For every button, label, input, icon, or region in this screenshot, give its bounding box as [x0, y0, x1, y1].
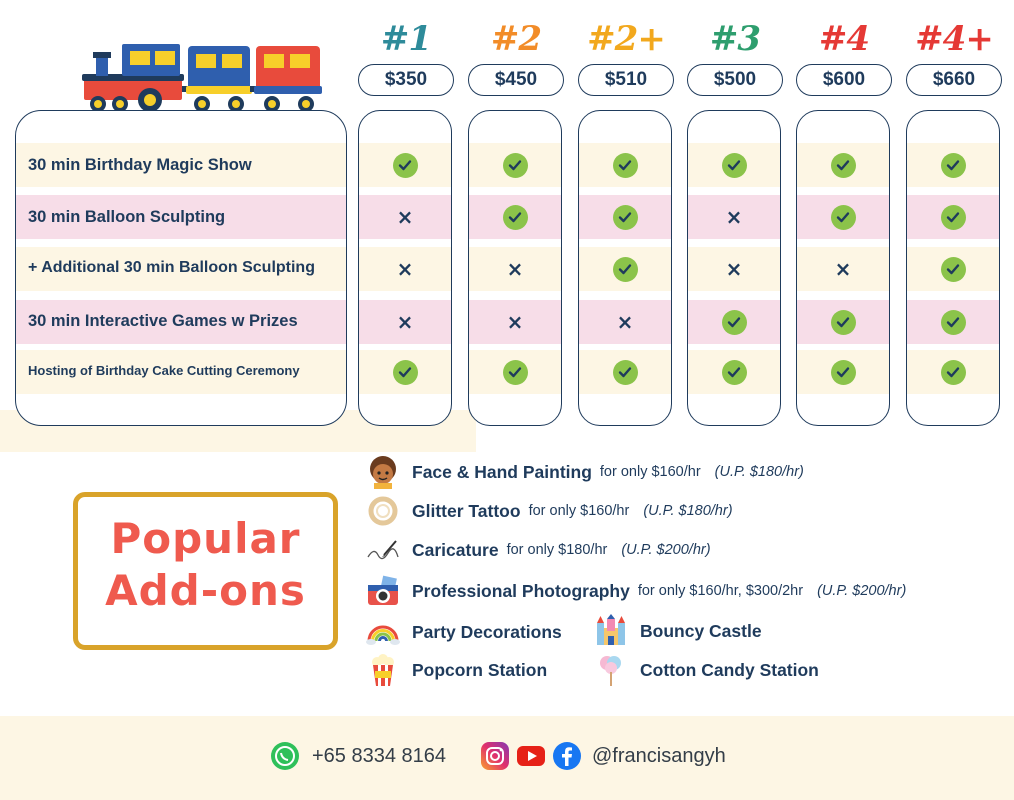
cross-icon: × [396, 310, 414, 334]
check-icon [393, 360, 418, 385]
feature-label: 30 min Birthday Magic Show [28, 156, 252, 174]
plan-number: #2+ [587, 19, 665, 59]
castle-icon [594, 614, 628, 648]
cross-icon: × [506, 310, 524, 334]
availability-cell [907, 195, 999, 239]
check-icon [941, 310, 966, 335]
plan-price: $500 [687, 64, 783, 96]
cross-icon: × [725, 257, 743, 281]
footer-phone[interactable] [270, 738, 446, 774]
addon-name: Face & Hand Painting [412, 461, 592, 482]
addon-cotton-candy-station [594, 656, 819, 684]
check-icon [503, 360, 528, 385]
phone-number: +65 8334 8164 [312, 744, 447, 767]
addon-price: for only $160/hr, $300/2hr [637, 583, 804, 599]
availability-cell [797, 350, 889, 394]
whatsapp-icon [270, 741, 300, 771]
availability-cell [579, 195, 671, 239]
plan-column [796, 110, 890, 426]
check-icon [831, 153, 856, 178]
availability-cell [579, 350, 671, 394]
availability-cell [579, 143, 671, 187]
plan-number: #4+ [915, 19, 993, 59]
cross-icon: × [396, 205, 414, 229]
availability-cell [797, 143, 889, 187]
plan-number: #4 [818, 19, 870, 59]
availability-cell [797, 247, 889, 291]
addon-price: for only $160/hr [599, 464, 701, 480]
addon-price: for only $180/hr [506, 542, 608, 558]
availability-cell [688, 300, 780, 344]
camera-icon [366, 574, 400, 608]
popular-title-line2: Add-ons [105, 566, 306, 615]
addon-caricature [366, 536, 711, 564]
plan-price: $600 [796, 64, 892, 96]
plan-column [906, 110, 1000, 426]
cross-icon: × [725, 205, 743, 229]
addon-usual-price: (U.P. $180/hr) [714, 464, 804, 480]
cross-icon: × [506, 257, 524, 281]
face-paint-icon [366, 455, 400, 489]
availability-cell [688, 143, 780, 187]
feature-label: 30 min Interactive Games w Prizes [28, 312, 298, 330]
addon-name: Glitter Tattoo [412, 500, 521, 521]
plan-price: $660 [906, 64, 1002, 96]
check-icon [831, 310, 856, 335]
instagram-icon[interactable] [480, 741, 510, 771]
plan-number: #2 [490, 19, 542, 59]
facebook-icon[interactable] [552, 741, 582, 771]
popcorn-icon [366, 653, 400, 687]
availability-cell [359, 300, 451, 344]
addon-name: Bouncy Castle [640, 620, 762, 641]
check-icon [613, 360, 638, 385]
plan-price: $350 [358, 64, 454, 96]
availability-cell [469, 195, 561, 239]
cross-icon: × [834, 257, 852, 281]
availability-cell [907, 143, 999, 187]
availability-cell [907, 350, 999, 394]
popular-addons-badge [73, 492, 338, 650]
check-icon [722, 153, 747, 178]
plan-number: #3 [709, 19, 761, 59]
footer-social[interactable] [480, 738, 726, 774]
addon-glitter-tattoo [366, 497, 733, 525]
addon-photography [366, 577, 906, 605]
addon-usual-price: (U.P. $180/hr) [643, 503, 733, 519]
plan-header-4 [796, 18, 892, 96]
check-icon [831, 205, 856, 230]
popular-title-line1: Popular [110, 514, 301, 563]
check-icon [503, 153, 528, 178]
availability-cell [359, 350, 451, 394]
availability-cell [469, 300, 561, 344]
addon-name: Caricature [412, 539, 499, 560]
availability-cell [797, 300, 889, 344]
check-icon [941, 360, 966, 385]
check-icon [941, 257, 966, 282]
cross-icon: × [396, 257, 414, 281]
plan-column [578, 110, 672, 426]
addon-name: Popcorn Station [412, 659, 548, 680]
addon-bouncy-castle [594, 617, 762, 645]
addon-popcorn-station [366, 656, 547, 684]
cross-icon: × [616, 310, 634, 334]
check-icon [722, 360, 747, 385]
addon-name: Party Decorations [412, 621, 562, 642]
feature-label: 30 min Balloon Sculpting [28, 208, 226, 226]
availability-cell [579, 247, 671, 291]
check-icon [613, 205, 638, 230]
addon-name: Professional Photography [412, 580, 630, 601]
plan-header-4plus [906, 18, 1002, 96]
availability-cell [469, 350, 561, 394]
availability-cell [359, 143, 451, 187]
plan-price: $450 [468, 64, 564, 96]
plan-header-2plus [578, 18, 674, 96]
youtube-icon[interactable] [516, 741, 546, 771]
pen-drawing-icon [366, 533, 400, 567]
plan-column [687, 110, 781, 426]
availability-cell [688, 195, 780, 239]
availability-cell [688, 350, 780, 394]
availability-cell [469, 143, 561, 187]
addon-name: Cotton Candy Station [640, 659, 819, 680]
check-icon [831, 360, 856, 385]
availability-cell [797, 195, 889, 239]
plan-header-3 [687, 18, 783, 96]
availability-cell [359, 247, 451, 291]
availability-cell [359, 195, 451, 239]
availability-cell [579, 300, 671, 344]
plan-header-1 [358, 18, 454, 96]
plan-header-2 [468, 18, 564, 96]
cotton-candy-icon [594, 653, 628, 687]
addon-usual-price: (U.P. $200/hr) [817, 583, 907, 599]
train-icon [80, 42, 325, 114]
plan-column [358, 110, 452, 426]
addon-usual-price: (U.P. $200/hr) [621, 542, 711, 558]
availability-cell [469, 247, 561, 291]
feature-label: + Additional 30 min Balloon Sculpting [28, 259, 315, 276]
plan-column [468, 110, 562, 426]
rainbow-icon [366, 615, 400, 649]
check-icon [393, 153, 418, 178]
availability-cell [907, 247, 999, 291]
check-icon [503, 205, 528, 230]
check-icon [613, 153, 638, 178]
availability-cell [907, 300, 999, 344]
addon-price: for only $160/hr [528, 503, 630, 519]
addon-face-painting [366, 458, 804, 486]
check-icon [613, 257, 638, 282]
feature-label: Hosting of Birthday Cake Cutting Ceremony [28, 363, 300, 378]
plan-price: $510 [578, 64, 674, 96]
availability-cell [688, 247, 780, 291]
check-icon [941, 205, 966, 230]
social-handle: @francisangyh [592, 744, 726, 767]
plan-number: #1 [380, 19, 432, 59]
addon-party-decorations [366, 618, 562, 646]
check-icon [941, 153, 966, 178]
glitter-icon [366, 494, 400, 528]
check-icon [722, 310, 747, 335]
